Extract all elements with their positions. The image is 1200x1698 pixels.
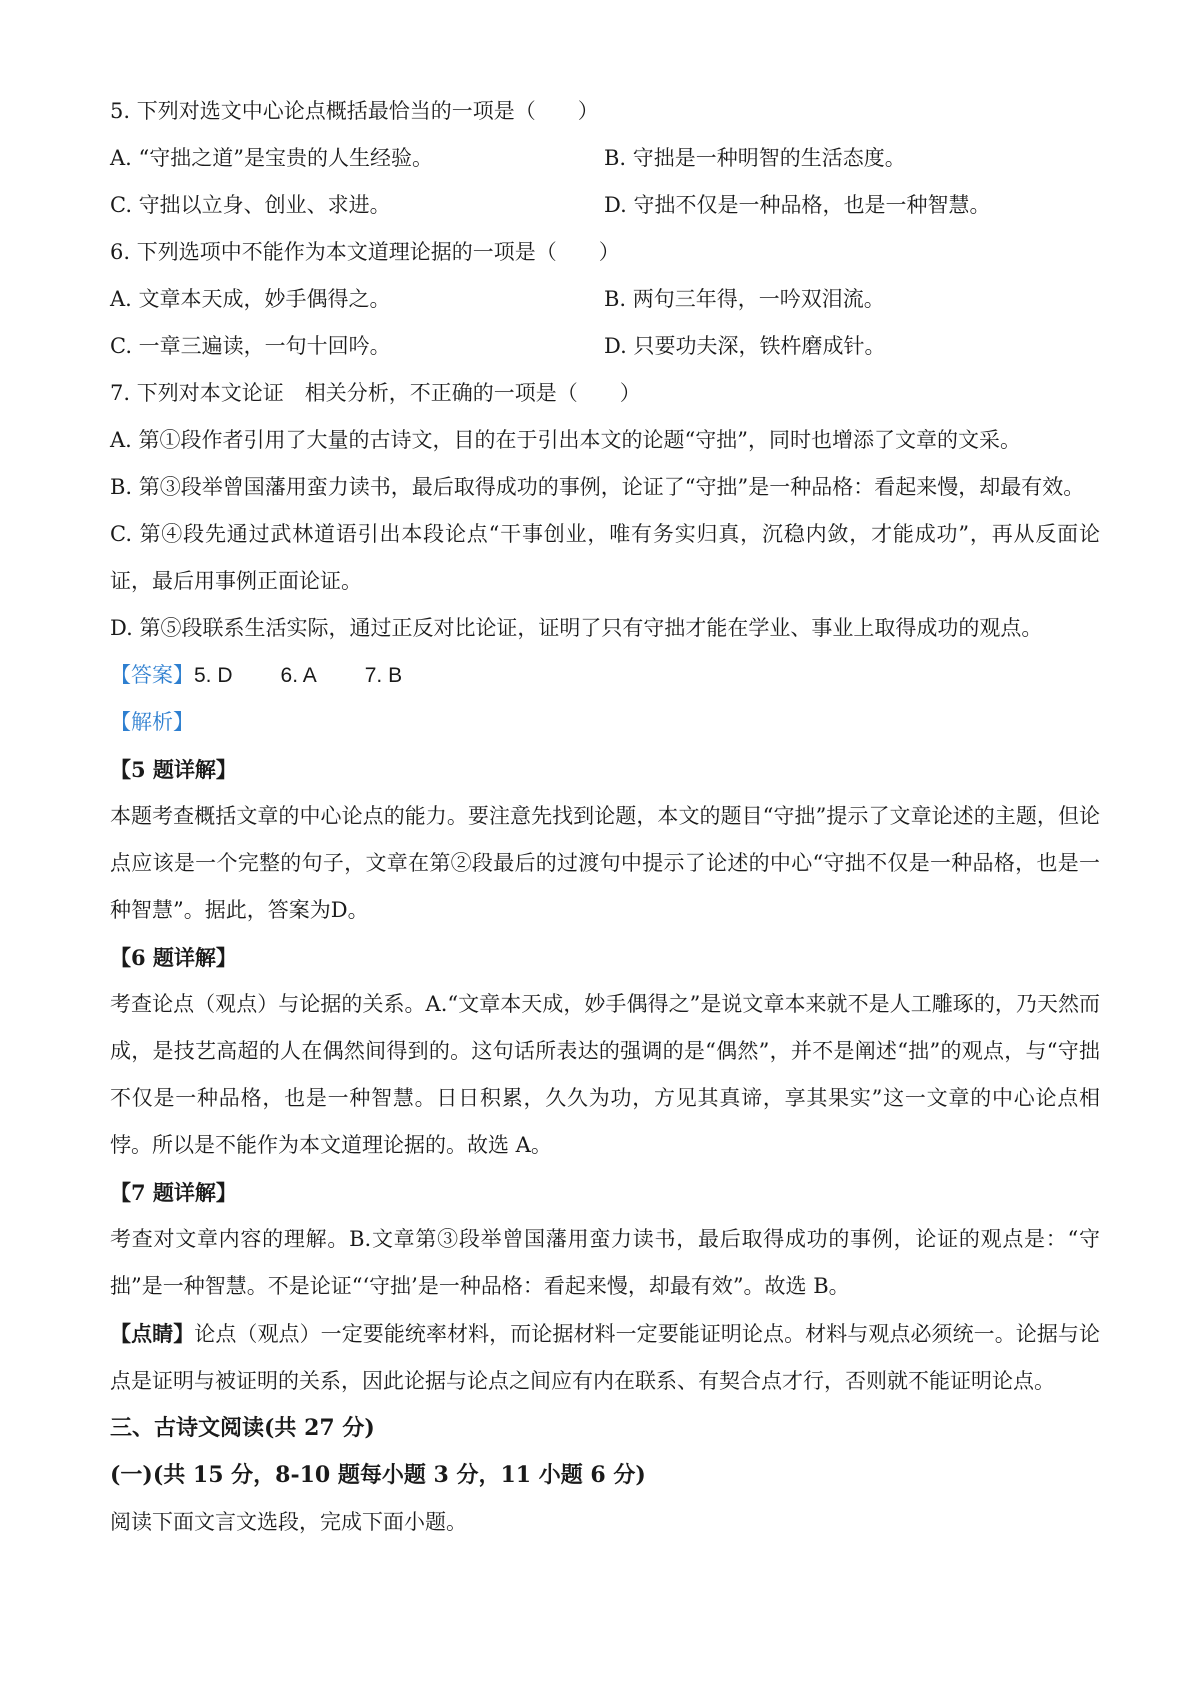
q7-option-d: D. 第⑤段联系生活实际，通过正反对比论证，证明了只有守拙才能在学业、事业上取得成功的观点。	[110, 616, 1043, 640]
q6-option-d: D. 只要功夫深，铁杵磨成针。	[604, 334, 886, 358]
section-3-subheading: (一)(共 15 分，8-10 题每小题 3 分，11 小题 6 分)	[110, 1462, 646, 1488]
q5-option-c: C. 守拙以立身、创业、求进。	[110, 193, 391, 217]
detail-6-title: 【6 题详解】	[110, 945, 237, 970]
section-3-instruction: 阅读下面文言文选段，完成下面小题。	[110, 1510, 467, 1534]
dianjing-tag: 【点睛】	[110, 1321, 195, 1346]
q6-stem: 6. 下列选项中不能作为本文道理论据的一项是（ ）	[110, 240, 620, 264]
answer-tag: 【答案】	[110, 663, 194, 687]
answer-line	[110, 652, 1100, 699]
q5-option-a: A. “守拙之道”是宝贵的人生经验。	[110, 146, 433, 170]
answer-6: 6. A	[280, 664, 317, 687]
q6-option-a: A. 文章本天成，妙手偶得之。	[110, 287, 391, 311]
q5-option-d: D. 守拙不仅是一种品格，也是一种智慧。	[604, 193, 991, 217]
q6-options-row-1	[110, 276, 1100, 323]
dianjing-text: 论点（观点）一定要能统率材料，而论据材料一定要能证明论点。材料与观点必须统一。论据与论点是证明与被证明的关系，因此论据与论点之间应有内在联系、有契合点才行，否则就不能证明论点。	[110, 1322, 1101, 1393]
q7-option-a: A. 第①段作者引用了大量的古诗文，目的在于引出本文的论题“守拙”，同时也增添了文章的文采。	[110, 428, 1021, 452]
analysis-tag: 【解析】	[110, 710, 194, 734]
detail-7-text: 考查对文章内容的理解。B.文章第③段举曾国藩用蛮力读书，最后取得成功的事例，论证的观点是：“守拙”是一种智慧。不是论证“‘守拙’是一种品格：看起来慢，却最有效”。故选 B。	[110, 1227, 1100, 1298]
q7-option-c: C. 第④段先通过武林道语引出本段论点“干事创业，唯有务实归真，沉稳内敛，才能成功”，再从反面论证，最后用事例正面论证。	[110, 522, 1100, 593]
detail-5-text: 本题考查概括文章的中心论点的能力。要注意先找到论题，本文的题目“守拙”提示了文章论述的主题，但论点应该是一个完整的句子，文章在第②段最后的过渡句中提示了论述的中心“守拙不仅是一种品格，也是一种智慧”。据此，答案为D。	[110, 804, 1100, 922]
q5-option-b: B. 守拙是一种明智的生活态度。	[604, 146, 906, 170]
dianjing-paragraph	[110, 1310, 1100, 1405]
answer-5: 5. D	[194, 664, 233, 687]
detail-7-title: 【7 题详解】	[110, 1180, 237, 1205]
detail-6-text: 考查论点（观点）与论据的关系。A.“文章本天成，妙手偶得之”是说文章本来就不是人工雕琢的，乃天然而成，是技艺高超的人在偶然间得到的。这句话所表达的强调的是“偶然”，并不是阐述“拙”的观点，与“守拙不仅是一种品格，也是一种智慧。日日积累，久久为功，方见其真谛，享其果实”这一文章的中心论点相悖。所以是不能作为本文道理论据的。故选 A。	[110, 992, 1100, 1157]
q7-stem: 7. 下列对本文论证 相关分析，不正确的一项是（ ）	[110, 381, 641, 405]
section-3-heading: 三、古诗文阅读(共 27 分)	[110, 1415, 375, 1441]
answer-7: 7. B	[364, 664, 403, 687]
q6-option-c: C. 一章三遍读，一句十回吟。	[110, 334, 391, 358]
q6-options-row-2	[110, 323, 1100, 370]
q5-stem: 5. 下列对选文中心论点概括最恰当的一项是（ ）	[110, 99, 599, 123]
q5-options-row-2	[110, 182, 1100, 229]
detail-5-title: 【5 题详解】	[110, 757, 237, 782]
q6-option-b: B. 两句三年得，一吟双泪流。	[604, 287, 885, 311]
q7-option-b: B. 第③段举曾国藩用蛮力读书，最后取得成功的事例，论证了“守拙”是一种品格：看起来慢，却最有效。	[110, 475, 1085, 499]
document-page	[110, 88, 1100, 1546]
q5-options-row-1	[110, 135, 1100, 182]
